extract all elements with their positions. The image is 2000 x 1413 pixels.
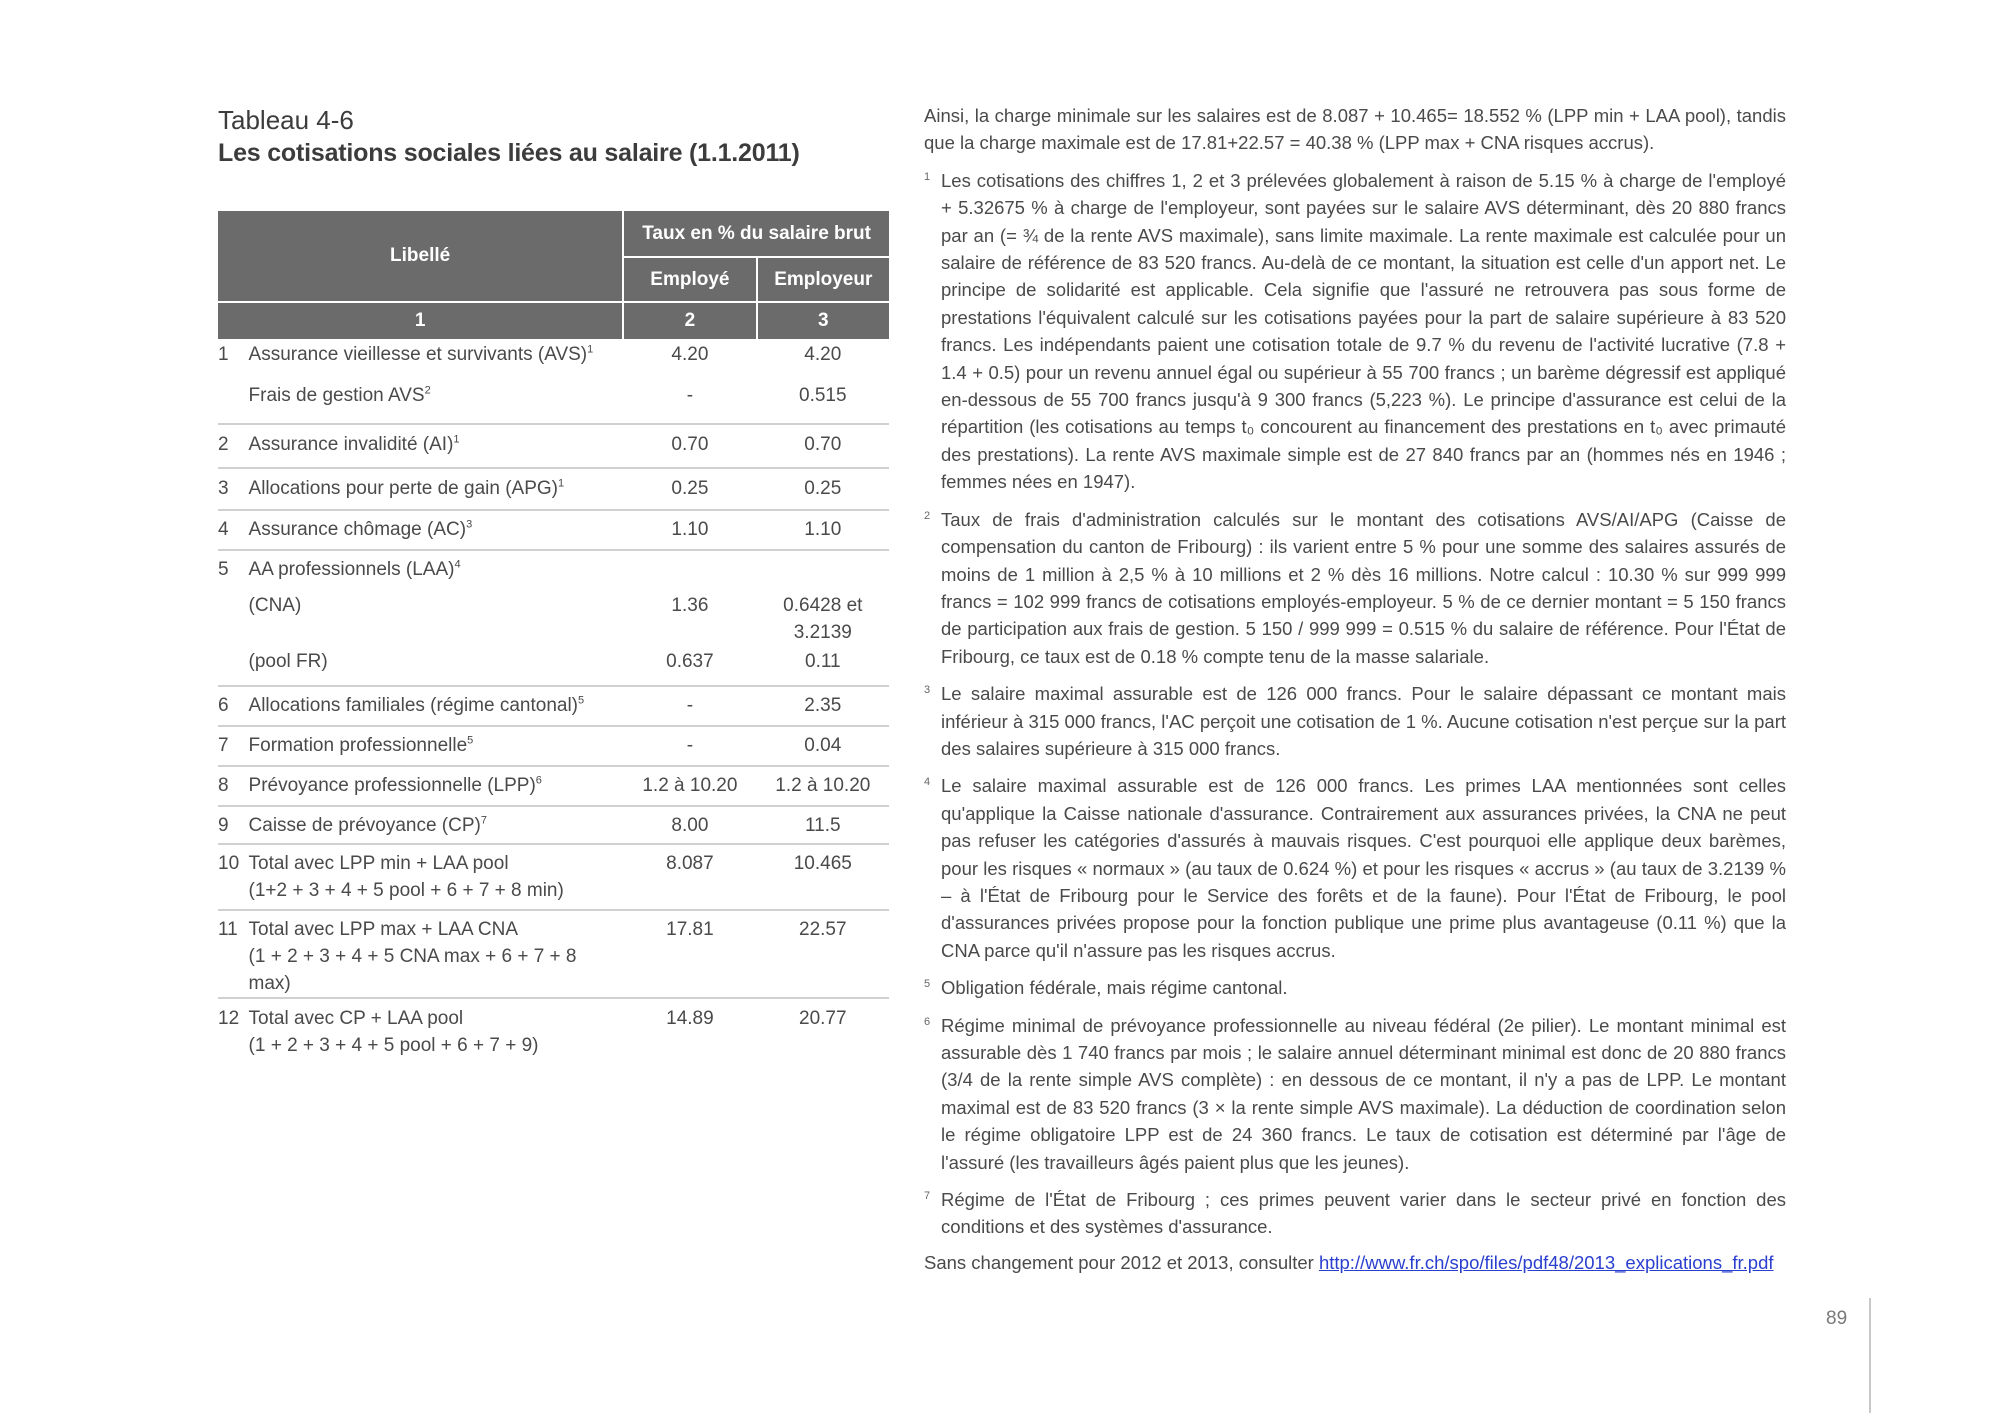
- row-number: 7: [218, 726, 249, 766]
- row-employe: 1.10: [623, 510, 756, 550]
- footnote-text: Le salaire maximal assurable est de 126 000 francs. Les primes LAA mentionnées sont celles qu'applique la Caisse nationale d'assurance. Contrairement aux assurances privées, la CNA ne peut pas refuser les catégories d'assurés à mauvais risques. C'est pourquoi elle applique deux barèmes, pour les risques « normaux » (au taux de 0.624 %) et pour les risques « accrus » (au taux de 3.2139 % – à l'État de Fribourg pour le Service des forêts et de la faune). Pour l'État de Fribourg, le pool d'assurances privées propose pour la fonction publique une prime plus avantageuse (0.11 %) que la CNA parce qu'il n'assure pas les risques accrus.: [941, 775, 1786, 961]
- table-row: [218, 726, 889, 766]
- header-col-2: 2: [623, 302, 756, 340]
- row-label: Total avec LPP min + LAA pool (1+2 + 3 + 4 + 5 pool + 6 + 7 + 8 min): [249, 844, 624, 910]
- row-label: Caisse de prévoyance (CP)$^7$: [249, 806, 624, 844]
- footnote-text: Le salaire maximal assurable est de 126 000 francs. Pour le salaire dépassant ce montant mais inférieur à 315 000 francs, l'AC perçoit une cotisation de 1 %. Aucune cotisation n'est perçue sur la part des salaires supérieure à 315 000 francs.: [941, 683, 1786, 759]
- row-employe: 14.89: [666, 1008, 714, 1029]
- row-employe: 4.20: [671, 344, 709, 365]
- row-employe: [623, 550, 756, 592]
- footnote-mark: 3: [924, 684, 931, 697]
- header-col-3: 3: [757, 302, 889, 340]
- table-row: [218, 844, 889, 910]
- footnote: [924, 974, 1786, 1001]
- row-label: Allocations pour perte de gain (APG)$^1$: [249, 468, 624, 510]
- footnote-mark: 2: [924, 509, 931, 522]
- contributions-table: [218, 211, 889, 1064]
- row-employeur: 1.10: [757, 510, 889, 550]
- row-number: 9: [218, 806, 249, 844]
- row-employe: 1.2 à 10.20: [623, 766, 756, 806]
- row-employe: 17.81: [623, 910, 756, 998]
- row-label: Frais de gestion AVS$^2$: [249, 382, 624, 424]
- footnote-mark: 4: [924, 776, 931, 789]
- footnote-mark: 5: [924, 978, 931, 991]
- header-col-1: 1: [218, 302, 623, 340]
- row-employeur: 22.57: [757, 910, 889, 998]
- header-employeur: Employeur: [757, 257, 889, 302]
- footnote-mark: 1: [924, 170, 931, 183]
- notes-column: [924, 102, 1786, 1276]
- row-number: 10: [218, 844, 249, 910]
- header-employe: Employé: [623, 257, 756, 302]
- intro-paragraph: Ainsi, la charge minimale sur les salaires est de 8.087 + 10.465= 18.552 % (LPP min + LAA pool), tandis que la charge maximale est de 17.81+22.57 = 40.38 % (LPP max + CNA risques accrus).: [924, 105, 1786, 154]
- row-number: 4: [218, 510, 249, 550]
- row-employe: 8.00: [623, 806, 756, 844]
- row-employeur: 0.515: [757, 382, 889, 424]
- table-label: Tableau 4-6: [218, 105, 354, 135]
- row-number: 2: [218, 424, 249, 468]
- row-number: 6: [218, 686, 249, 726]
- row-employe: 1.36: [671, 595, 709, 616]
- footnote: [924, 772, 1786, 964]
- row-employeur: 1.2 à 10.20: [757, 766, 889, 806]
- page-rule: [1869, 1298, 1871, 1413]
- row-employe: -: [623, 726, 756, 766]
- table-row: [218, 592, 889, 648]
- footnote-text: Obligation fédérale, mais régime cantonal.: [941, 977, 1288, 999]
- table-row: [218, 424, 889, 468]
- row-number: 1: [218, 344, 229, 365]
- row-number: 8: [218, 766, 249, 806]
- row-employeur: 0.6428 et 3.2139: [783, 595, 863, 643]
- row-label: AA professionnels (LAA)$^4$: [248, 558, 461, 580]
- footnote-text: Taux de frais d'administration calculés sur le montant des cotisations AVS/AI/APG (Caisse de compensation du canton de Fribourg) : ils varient entre 5 % pour une somme des salaires assurés de moins de 1 million à 2,5 % à 10 millions et 2 % dès 16 millions. Notre calcul : 10.30 % sur 999 999 francs = 102 999 francs de cotisations employés-employeur. 5 % de ce dernier montant = 5 150 francs de participation aux frais de gestion. 5 150 / 999 999 = 0.515 % du salaire de référence. Pour l'État de Fribourg, ce taux est de 0.18 % compte tenu de la masse salariale.: [941, 508, 1786, 667]
- row-employe: 0.70: [623, 424, 756, 468]
- row-employeur: 0.04: [757, 726, 889, 766]
- row-number: 12: [218, 1008, 240, 1029]
- row-employeur: 0.11: [757, 648, 889, 686]
- table-row: [218, 340, 889, 382]
- footnote-text: Régime minimal de prévoyance professionnelle au niveau fédéral (2e pilier). Le montant minimal est assurable dès 1 740 francs par mois ; le salaire annuel déterminant minimal est donc de 20 880 francs (3/4 de la rente simple AVS complète) : en dessous de ce montant, il n'y a pas de LPP. Le montant maximal est de 83 520 francs (3 × la rente simple AVS maximale). La déduction de coordination selon le régime obligatoire LPP est de 24 360 francs. Le taux de cotisation est déterminé par l'âge de l'assuré (les travailleurs âgés paient plus que les jeunes).: [941, 1014, 1786, 1173]
- table-row: [218, 510, 889, 550]
- row-employeur: 20.77: [799, 1008, 847, 1029]
- row-employe: -: [623, 382, 756, 424]
- row-number: [218, 592, 249, 648]
- row-label: Assurance chômage (AC)$^3$: [249, 510, 624, 550]
- row-employe: 0.25: [623, 468, 756, 510]
- row-employeur: [757, 550, 889, 592]
- row-label: Prévoyance professionnelle (LPP)$^6$: [249, 766, 624, 806]
- row-employe: 8.087: [623, 844, 756, 910]
- footnote-text: Les cotisations des chiffres 1, 2 et 3 prélevées globalement à raison de 5.15 % à charge de l'employé + 5.32675 % à charge de l'employeur, sont payées sur le salaire AVS déterminant, dès 20 880 francs par an (= ¾ de la rente AVS maximale), sans limite maximale. La rente maximale est calculée pour un salaire de référence de 83 520 francs. Au-delà de ce montant, la situation est celle d'un apport net. Le principe de solidarité est applicable. Cela signifie que l'assuré ne retrouvera pas sous forme de prestations l'équivalent calculé sur les cotisations payées pour la part de salaire supérieure à 83 520 francs. Les indépendants paient une cotisation totale de 9.7 % du revenu de l'activité lucrative (7.8 + 1.4 + 0.5) pour un revenu annuel égal ou supérieur à 55 700 francs ; un barème dégressif est appliqué en-dessous de 55 700 francs jusqu'à 9 300 francs (5,223 %). Le principe d'assurance est celui de la répartition (les cotisations au temps t₀ concourent au financement des prestations en t₀ avec primauté des prestations). La rente AVS maximale simple est de 27 840 francs par an (hommes nés en 1946 ; femmes nées en 1947).: [941, 169, 1786, 493]
- table-row: [218, 648, 889, 686]
- row-label: Formation professionnelle$^5$: [249, 726, 624, 766]
- footnote: [924, 680, 1786, 762]
- table-caption: [218, 104, 898, 170]
- page-number: 89: [1826, 1308, 1848, 1329]
- footnote: [924, 1012, 1786, 1176]
- closing-paragraph: [924, 1249, 1786, 1276]
- row-employeur: 0.70: [757, 424, 889, 468]
- row-label: Assurance vieillesse et survivants (AVS)$^1$: [248, 343, 594, 365]
- row-label: (CNA): [248, 595, 302, 616]
- table-row: [218, 910, 889, 998]
- table-row: [218, 766, 889, 806]
- closing-text: Sans changement pour 2012 et 2013, consulter: [924, 1251, 1319, 1273]
- row-number: [218, 648, 249, 686]
- row-employe: 0.637: [623, 648, 756, 686]
- row-number: 11: [218, 910, 249, 998]
- header-taux: Taux en % du salaire brut: [623, 211, 889, 257]
- table-row: [218, 550, 889, 592]
- row-label: (pool FR): [249, 648, 624, 686]
- row-label: Assurance invalidité (AI)$^1$: [249, 424, 624, 468]
- table-row: [218, 686, 889, 726]
- row-label: Total avec CP + LAA pool (1 + 2 + 3 + 4 + 5 pool + 6 + 7 + 9): [248, 1008, 539, 1056]
- row-number: [218, 382, 249, 424]
- header-libelle: Libellé: [218, 211, 623, 302]
- row-employeur: 0.25: [757, 468, 889, 510]
- row-label: Total avec LPP max + LAA CNA (1 + 2 + 3 + 4 + 5 CNA max + 6 + 7 + 8 max): [249, 910, 624, 998]
- footnote: [924, 1186, 1786, 1241]
- row-employeur: 4.20: [804, 344, 842, 365]
- table-row: [218, 468, 889, 510]
- row-label: Allocations familiales (régime cantonal)$^5$: [249, 686, 624, 726]
- footnote-mark: 7: [924, 1190, 931, 1203]
- footnote: [924, 167, 1786, 496]
- row-employeur: 11.5: [757, 806, 889, 844]
- footnote-text: Régime de l'État de Fribourg ; ces primes peuvent varier dans le secteur privé en fonction des conditions et des systèmes d'assurance.: [941, 1189, 1786, 1238]
- row-employeur: 10.465: [757, 844, 889, 910]
- table-title: Les cotisations sociales liées au salaire (1.1.2011): [218, 139, 800, 167]
- table-row: [218, 806, 889, 844]
- row-number: 3: [218, 468, 249, 510]
- table-row: [218, 382, 889, 424]
- row-number: 5: [218, 559, 229, 580]
- explications-link[interactable]: http://www.fr.ch/spo/files/pdf48/2013_explications_fr.pdf: [1318, 1251, 1774, 1273]
- footnote: [924, 506, 1786, 670]
- table-row: [218, 998, 889, 1064]
- row-employeur: 2.35: [757, 686, 889, 726]
- row-employe: -: [623, 686, 756, 726]
- footnote-mark: 6: [924, 1015, 931, 1028]
